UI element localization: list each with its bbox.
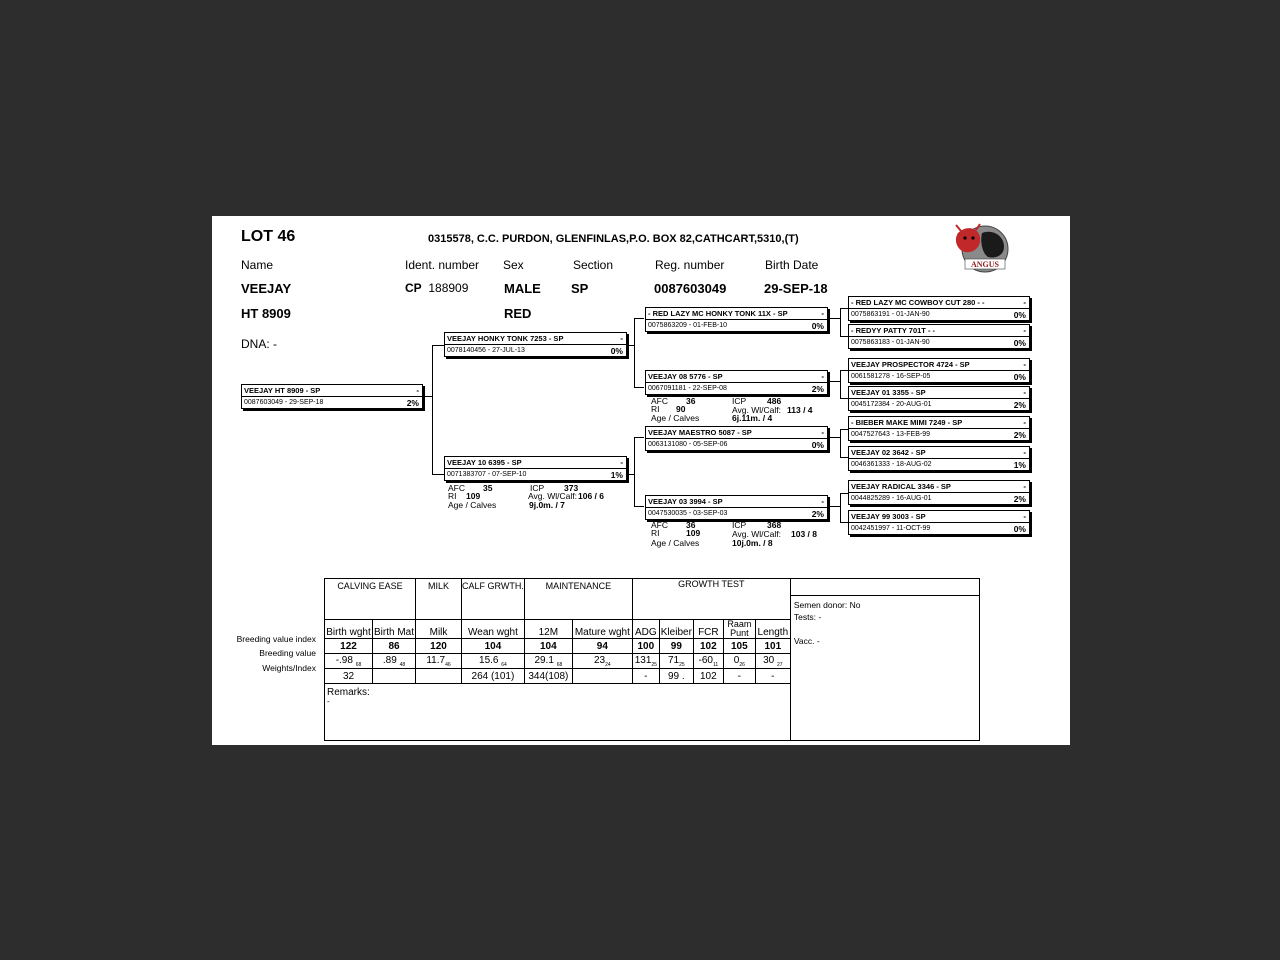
pedigree-dam: VEEJAY 10 6395 - SP - 0071383707 - 07-SEP-10 1% — [444, 456, 627, 481]
group-calving-ease: CALVING EASE — [325, 579, 416, 620]
group-maintenance: MAINTENANCE — [524, 579, 632, 620]
group-calf-growth: CALF GRWTH. — [462, 579, 525, 620]
side-info — [790, 596, 979, 741]
lot-sheet: LOT 46 0315578, C.C. PURDON, GLENFINLAS,P.O. BOX 82,CATHCART,5310,(T) ANGUS Name Ident. number Sex Section Reg. number Birth Date VEEJAY CP 188909 MALE SP 0087603049 29-SEP-18 HT 8909 RED DNA: - VEEJAY HT 8909 - SP - 0087603049 - 29-SEP-18 2% VEEJAY HONKY TONK 7253 - SP - 0078140456 - 27-JUL-13 0% VEEJAY 10 6395 - SP - 0071383707 - 07-SEP-10 1% AFC 35 ICP 373 RI 109 Avg. Wl/Calf: 106 / 6 Age / Calves 9j.0m. / 7 - RED LAZY MC HONKY TONK 11X - SP - 0075863209 - 01-FEB-10 0% VEEJAY 08 5776 - SP - 0067091181 - 22-SEP-08 2% AFC 36 ICP 486 RI 90 Avg. Wl/Calf: 113 / 4 Age / Calves 6j.11m. / 4 VEEJAY MAESTRO 5087 - SP - 0063131080 - 05-SEP-06 0% VEEJAY 03 3994 - SP - 0047530035 - 03-SEP-03 2% AFC 36 ICP 368 RI 109 Avg. Wl/Calf: 103 / 8 Age / Calves 10j.0m. / 8 - RED LAZY MC COWBOY CUT 280 - - - 0075863191 - 01-JAN-90 0% - REDYY PATTY 701T - - - 0075863183 - 01-JAN-90 0% VEEJAY PROSPECTOR 4724 - SP - 0061581278 - 16-SEP-05 0% VEEJAY 01 3355 - SP - 0045172384 - 20-AUG-01 2% - BIEBER MAKE MIMI 7249 - SP - 0047527643 - 13-FEB-99 2% VEEJAY 02 3642 - SP - 0046361333 - 18-AUG-02 1% VEEJAY RADICAL 3346 - SP - 0044825289 - 16-AUG-01 2% VEEJAY 99 3003 - SP - 0042451997 - 11-OCT-99 0% Breeding value index Breeding value Weights/Index CALVING EASE MILK CALF GRWTH. MAINTENANCE GROWTH TEST Semen donor: No Tests: - Vacc. - Birth wght Birth Mat Milk Wean wght 12M Mature wght ADG Kleiber FCR Raam Punt Length 122 86 120 104 104 94 100 99 102 105 101 -.98 $_{68}$ .89 $_{48}$ $11.7_{46}$ 15.6 $_{64}$ 29.1 $_{68}$ $23_{24}$ $131_{25}$ $71_{25}$ $-60_{11}$ $0_{26}$ 30 $_{27}$ 32 264 (101) 344(108) - 99 . 102 - - Remarks: - — [212, 216, 1070, 745]
pedigree-ggp-3: VEEJAY PROSPECTOR 4724 - SP - 0061581278 - 16-SEP-05 0% — [848, 358, 1030, 383]
group-milk: MILK — [416, 579, 462, 620]
pedigree-ds: VEEJAY MAESTRO 5087 - SP - 0063131080 - 05-SEP-06 0% — [645, 426, 828, 451]
pedigree-ggp-2: - REDYY PATTY 701T - - - 0075863183 - 01-JAN-90 0% — [848, 324, 1030, 349]
table-row-bvi: 122 86 120 104 104 94 100 99 102 105 101 — [325, 639, 980, 654]
pedigree-ggp-4: VEEJAY 01 3355 - SP - 0045172384 - 20-AUG-01 2% — [848, 386, 1030, 411]
self-id: 0087603049 - 29-SEP-18 — [244, 399, 324, 406]
ident-prefix: CP — [405, 281, 422, 295]
pedigree-ggp-6: VEEJAY 02 3642 - SP - 0046361333 - 18-AUG-02 1% — [848, 446, 1030, 471]
row-label-bv: Breeding value — [259, 648, 316, 658]
reg-label: Reg. number — [655, 258, 725, 272]
birth-value: 29-SEP-18 — [764, 281, 828, 296]
performance-table — [324, 578, 980, 741]
semen-donor: Semen donor: No — [793, 600, 861, 610]
group-growth-test: GROWTH TEST — [632, 579, 790, 620]
angus-logo — [952, 221, 1012, 273]
vacc: Vacc. - — [793, 636, 820, 646]
remarks-box — [325, 684, 791, 741]
sex-value: MALE — [504, 281, 541, 296]
remarks-text: - — [327, 697, 330, 706]
pedigree-ggp-1: - RED LAZY MC COWBOY CUT 280 - - - 0075863191 - 01-JAN-90 0% — [848, 296, 1030, 321]
table-row-wi: 32 264 (101) 344(108) - 99 . 102 - - — [325, 669, 980, 684]
pedigree-sire: VEEJAY HONKY TONK 7253 - SP - 0078140456 - 27-JUL-13 0% — [444, 332, 627, 357]
svg-text:ANGUS: ANGUS — [970, 260, 1000, 269]
table-row-bv: -.98 $_{68}$ .89 $_{48}$ $11.7_{46}$ 15.6 $_{64}$ 29.1 $_{68}$ $23_{24}$ $131_{25}$ $71_{25}$ $-60_{11}$ $0_{26}$ 30 $_{27}$ — [325, 654, 980, 669]
lot-title: LOT 46 — [241, 228, 296, 245]
owner-info: 0315578, C.C. PURDON, GLENFINLAS,P.O. BOX 82,CATHCART,5310,(T) — [428, 233, 799, 245]
dna-value: DNA: - — [241, 337, 277, 351]
row-label-wi: Weights/Index — [262, 663, 316, 673]
reg-value: 0087603049 — [654, 281, 727, 296]
colour-value: RED — [504, 306, 532, 321]
self-pct: 2% — [406, 398, 419, 408]
animal-code: HT 8909 — [241, 306, 291, 321]
ident-label: Ident. number — [405, 258, 480, 272]
row-label-bvi: Breeding value index — [236, 634, 316, 644]
section-label: Section — [573, 258, 614, 272]
pedigree-ggp-5: - BIEBER MAKE MIMI 7249 - SP - 0047527643 - 13-FEB-99 2% — [848, 416, 1030, 441]
ident-value — [405, 281, 468, 295]
pedigree-ggp-8: VEEJAY 99 3003 - SP - 0042451997 - 11-OCT-99 0% — [848, 510, 1030, 535]
name-label: Name — [241, 258, 274, 272]
pedigree-ss: - RED LAZY MC HONKY TONK 11X - SP - 0075863209 - 01-FEB-10 0% — [645, 307, 828, 332]
tests: Tests: - — [793, 612, 822, 622]
table-header-row: Birth wght Birth Mat Milk Wean wght 12M Mature wght ADG Kleiber FCR Raam Punt Length — [325, 620, 980, 639]
pedigree-self: VEEJAY HT 8909 - SP - 0087603049 - 29-SEP-18 2% — [241, 384, 423, 409]
pedigree-sd: VEEJAY 08 5776 - SP - 0067091181 - 22-SEP-08 2% — [645, 370, 828, 395]
pedigree-ggp-7: VEEJAY RADICAL 3346 - SP - 0044825289 - 16-AUG-01 2% — [848, 480, 1030, 505]
birth-label: Birth Date — [765, 258, 819, 272]
ident-number: 188909 — [428, 281, 469, 295]
self-name: VEEJAY HT 8909 - SP — [244, 386, 321, 395]
remarks-label: Remarks: — [327, 687, 370, 698]
animal-name: VEEJAY — [241, 281, 292, 296]
pedigree-dd: VEEJAY 03 3994 - SP - 0047530035 - 03-SEP-03 2% — [645, 495, 828, 520]
section-value: SP — [571, 281, 589, 296]
sex-label: Sex — [503, 258, 524, 272]
